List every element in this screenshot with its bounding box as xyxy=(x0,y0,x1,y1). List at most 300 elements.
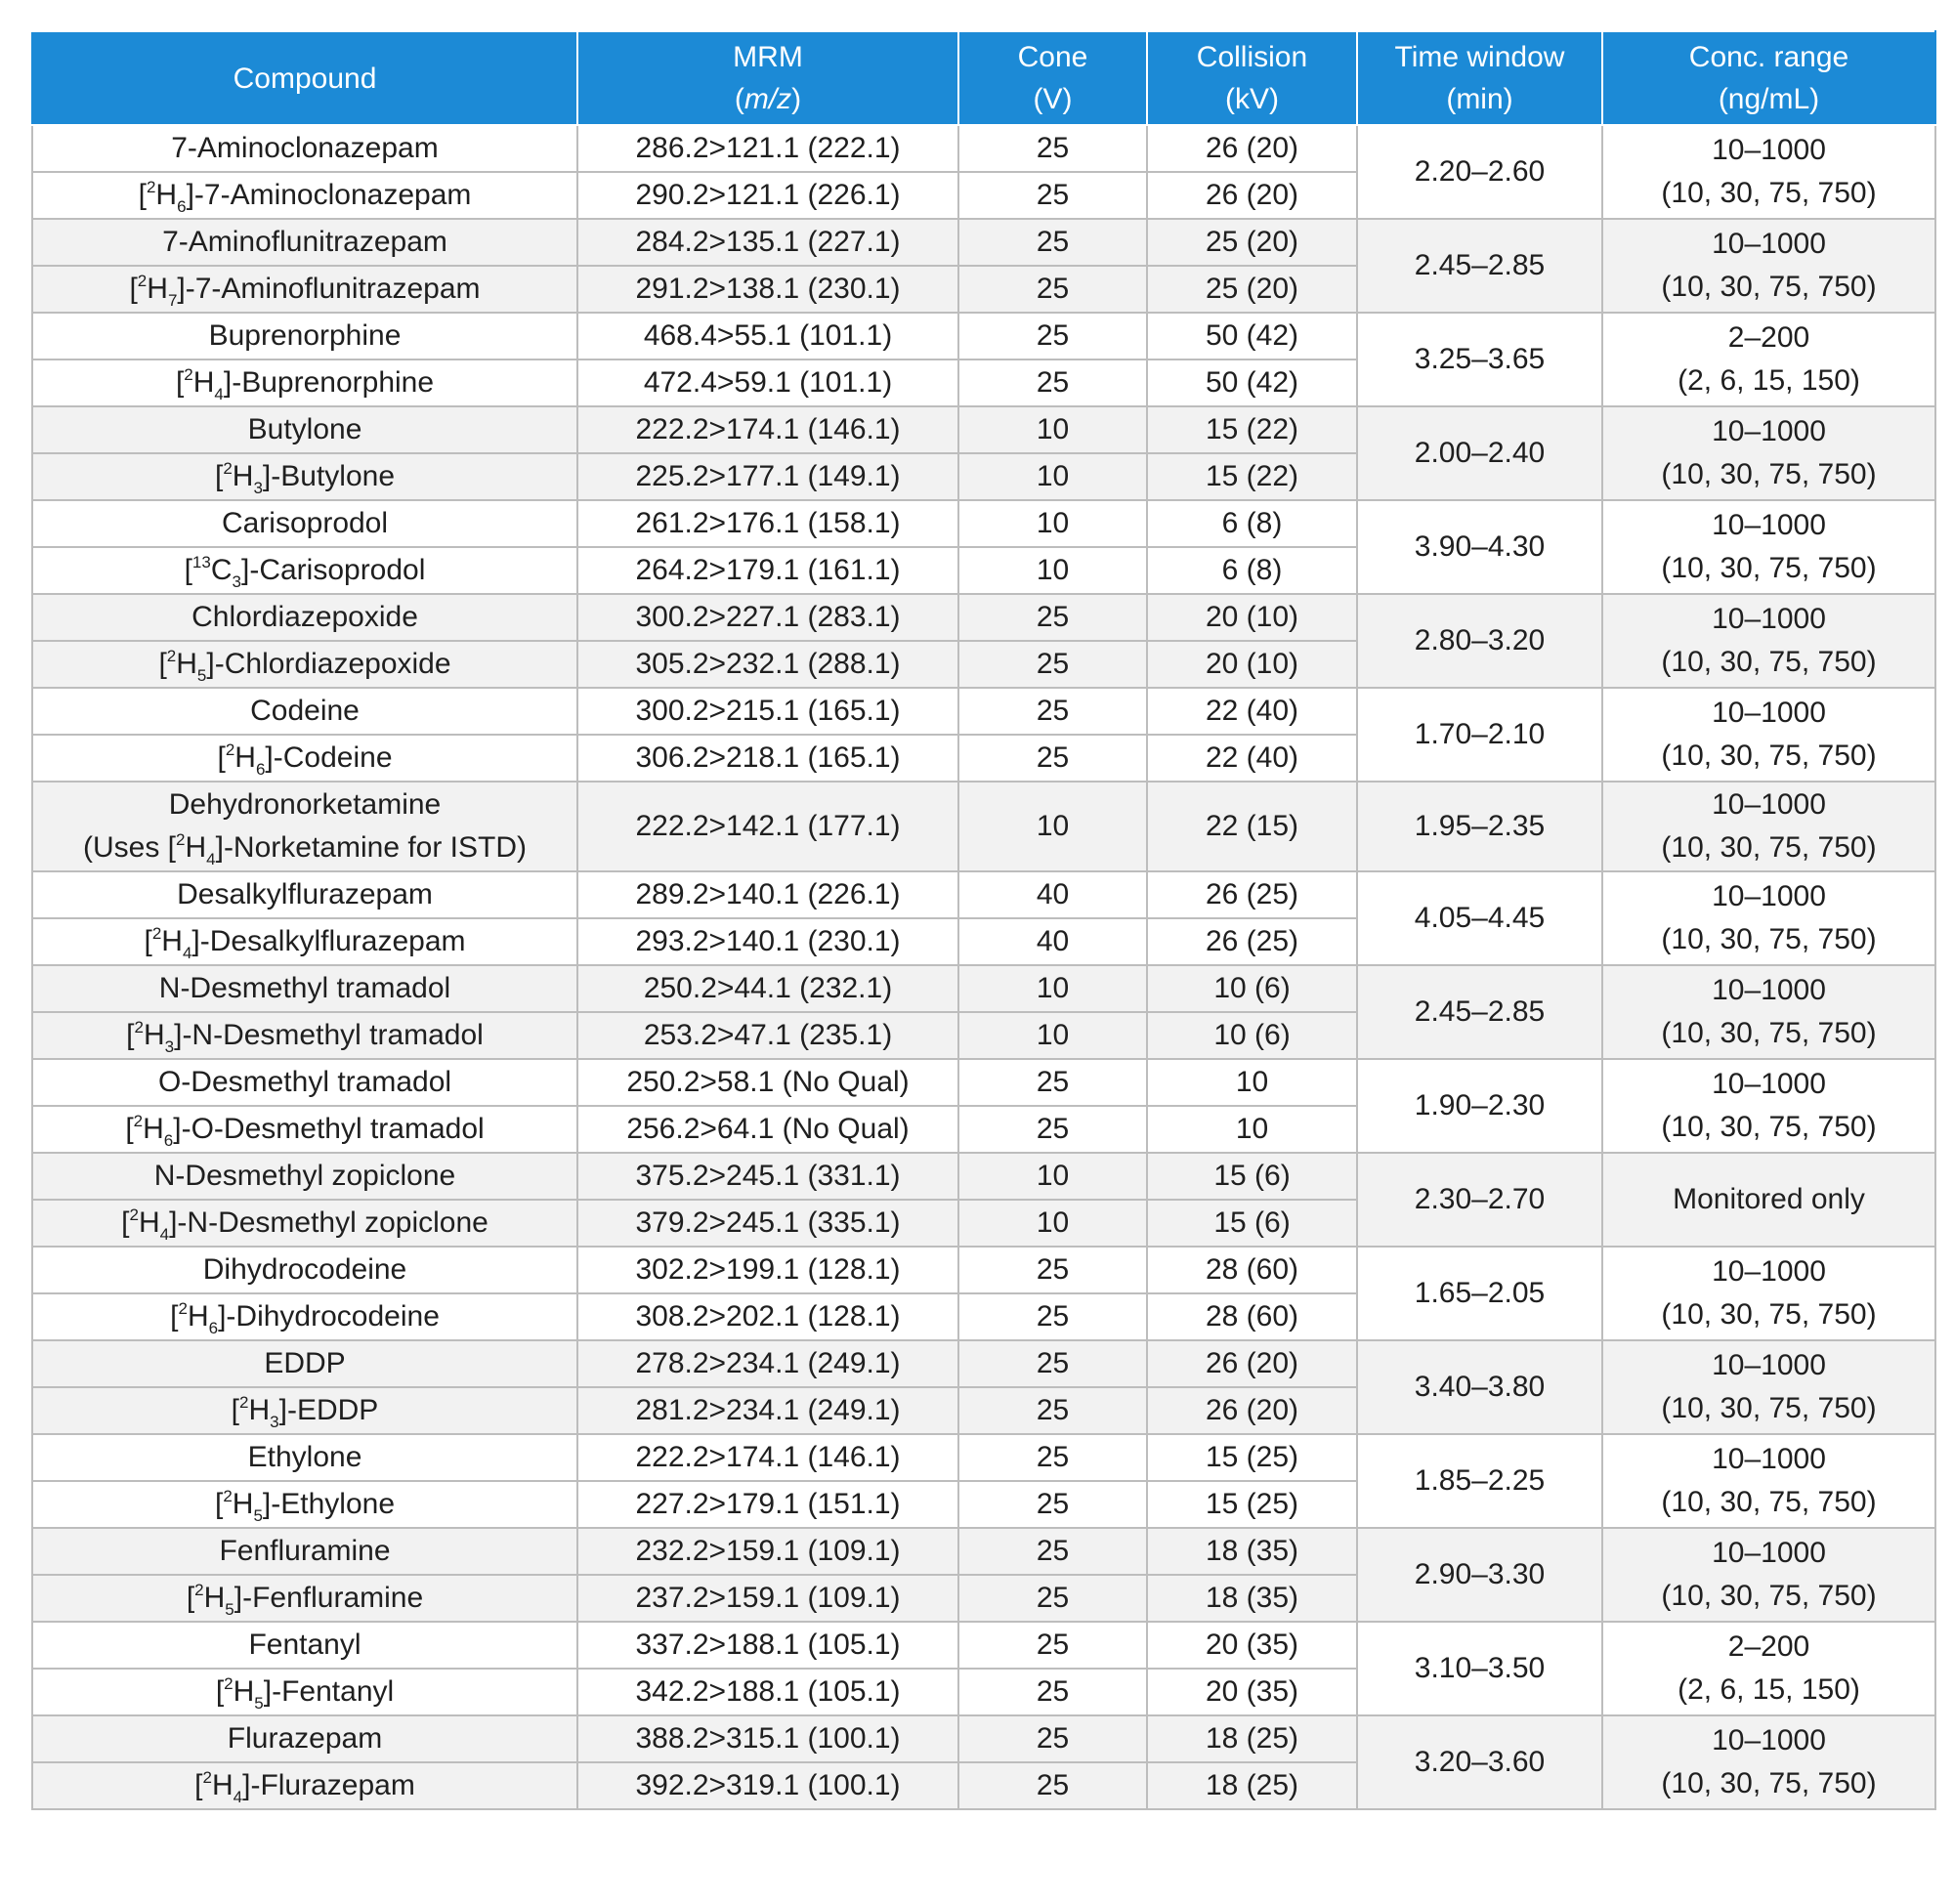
collision-cell: 15 (22) xyxy=(1147,406,1357,453)
conc-range-cell xyxy=(1602,1434,1935,1528)
mrm-cell: 289.2>140.1 (226.1) xyxy=(577,871,958,918)
conc-range-levels: (10, 30, 75, 750) xyxy=(1661,1111,1877,1143)
time-window-cell: 3.90–4.30 xyxy=(1357,500,1602,594)
conc-range-levels: (10, 30, 75, 750) xyxy=(1661,831,1877,864)
mrm-cell: 261.2>176.1 (158.1) xyxy=(577,500,958,547)
conc-range-cell xyxy=(1602,594,1935,688)
mrm-cell: 302.2>199.1 (128.1) xyxy=(577,1247,958,1293)
compound-cell xyxy=(32,1247,577,1293)
mrm-cell: 392.2>319.1 (100.1) xyxy=(577,1762,958,1809)
compound-name: Dihydrocodeine xyxy=(202,1253,407,1286)
compound-note-pre: (Uses [ xyxy=(82,831,176,864)
conc-range-cell xyxy=(1602,125,1935,219)
compound-cell xyxy=(32,1528,577,1575)
compound-name: Flurazepam xyxy=(227,1722,383,1755)
compound-name: -N-Desmethyl zopiclone xyxy=(177,1206,488,1239)
isotope-count: 3 xyxy=(270,1413,279,1431)
isotope-element: H xyxy=(232,1488,254,1520)
isotope-mass: 2 xyxy=(176,830,186,849)
table-body xyxy=(32,125,1935,1809)
cone-cell: 10 xyxy=(958,965,1147,1012)
collision-cell: 15 (6) xyxy=(1147,1200,1357,1247)
header-collision: Collision (kV) xyxy=(1147,31,1357,125)
table-container xyxy=(31,30,1934,1810)
collision-cell: 26 (25) xyxy=(1147,871,1357,918)
time-window-cell: 3.10–3.50 xyxy=(1357,1622,1602,1715)
mrm-cell: 253.2>47.1 (235.1) xyxy=(577,1012,958,1059)
cone-cell: 25 xyxy=(958,125,1147,172)
header-mrm-unit: (m/z) xyxy=(734,83,802,115)
time-window-cell: 4.05–4.45 xyxy=(1357,871,1602,965)
cone-cell: 25 xyxy=(958,1669,1147,1715)
conc-range-levels: (10, 30, 75, 750) xyxy=(1661,1486,1877,1518)
compound-note xyxy=(39,826,571,869)
isotope-element: H xyxy=(143,1019,165,1051)
collision-cell: 22 (15) xyxy=(1147,782,1357,871)
compound-cell xyxy=(32,1059,577,1106)
compound-name: Butylone xyxy=(247,413,362,445)
compound-cell xyxy=(32,500,577,547)
conc-range-levels: (10, 30, 75, 750) xyxy=(1661,552,1877,584)
conc-range-cell xyxy=(1602,313,1935,406)
mrm-cell: 227.2>179.1 (151.1) xyxy=(577,1481,958,1528)
isotope-count: 5 xyxy=(225,1600,234,1619)
mrm-cell: 291.2>138.1 (230.1) xyxy=(577,266,958,313)
collision-cell: 18 (25) xyxy=(1147,1762,1357,1809)
collision-cell: 26 (20) xyxy=(1147,1387,1357,1434)
compound-cell xyxy=(32,594,577,641)
compound-cell: $[^2H_4]$-Desalkylflurazepam xyxy=(32,918,577,965)
collision-cell: 50 (42) xyxy=(1147,360,1357,406)
isotope-element: H xyxy=(203,1582,226,1614)
cone-cell: 25 xyxy=(958,1434,1147,1481)
table-row xyxy=(32,406,1935,453)
conc-range-value: 10–1000 xyxy=(1712,1537,1826,1569)
collision-cell: 18 (35) xyxy=(1147,1528,1357,1575)
header-row xyxy=(32,31,1935,125)
cone-cell: 25 xyxy=(958,594,1147,641)
compound-cell: $[^2H_6]-O$-Desmethyl tramadol xyxy=(32,1106,577,1153)
compound-name: -Dihydrocodeine xyxy=(226,1300,440,1333)
compound-name: Codeine xyxy=(250,695,360,727)
isotope-count: 5 xyxy=(253,1506,263,1525)
conc-range-value: 2–200 xyxy=(1727,321,1810,354)
cone-cell: 10 xyxy=(958,782,1147,871)
header-time-window: Time window (min) xyxy=(1357,31,1602,125)
conc-range-cell xyxy=(1602,1622,1935,1715)
compound-cell xyxy=(32,1715,577,1762)
conc-range-levels: (10, 30, 75, 750) xyxy=(1661,1298,1877,1331)
conc-range-cell xyxy=(1602,782,1935,871)
time-window-cell: 1.65–2.05 xyxy=(1357,1247,1602,1340)
cone-cell: 25 xyxy=(958,172,1147,219)
mrm-cell: 222.2>142.1 (177.1) xyxy=(577,782,958,871)
table-row xyxy=(32,125,1935,172)
mrm-cell: 256.2>64.1 (No Qual) xyxy=(577,1106,958,1153)
cone-cell: 25 xyxy=(958,1387,1147,1434)
conc-range-cell xyxy=(1602,1153,1935,1247)
table-row xyxy=(32,782,1935,871)
compound-cell: $[^2H_5]$-Ethylone xyxy=(32,1481,577,1528)
isotope-element: H xyxy=(233,1675,255,1708)
isotope-mass: 2 xyxy=(225,740,235,759)
compound-name: -Ethylone xyxy=(271,1488,396,1520)
collision-cell: 25 (20) xyxy=(1147,266,1357,313)
conc-range-cell xyxy=(1602,965,1935,1059)
time-window-cell: 1.85–2.25 xyxy=(1357,1434,1602,1528)
cone-cell: 25 xyxy=(958,313,1147,360)
time-window-cell: 2.00–2.40 xyxy=(1357,406,1602,500)
table-row xyxy=(32,1715,1935,1762)
time-window-cell: 2.45–2.85 xyxy=(1357,219,1602,313)
compound-name: -7-Aminoflunitrazepam xyxy=(185,273,481,305)
cone-cell: 40 xyxy=(958,871,1147,918)
mrm-cell: 232.2>159.1 (109.1) xyxy=(577,1528,958,1575)
collision-cell: 28 (60) xyxy=(1147,1247,1357,1293)
mrm-cell: 468.4>55.1 (101.1) xyxy=(577,313,958,360)
cone-cell: 10 xyxy=(958,1012,1147,1059)
collision-cell: 20 (35) xyxy=(1147,1669,1357,1715)
cone-cell: 25 xyxy=(958,219,1147,266)
table-row xyxy=(32,594,1935,641)
isotope-count: 3 xyxy=(164,1037,175,1056)
time-window-cell: 3.25–3.65 xyxy=(1357,313,1602,406)
collision-cell: 15 (6) xyxy=(1147,1153,1357,1200)
table-row xyxy=(32,688,1935,735)
cone-cell: 25 xyxy=(958,1106,1147,1153)
conc-range-levels: (10, 30, 75, 750) xyxy=(1661,923,1877,955)
isotope-count: 4 xyxy=(206,850,216,868)
mrm-cell: 337.2>188.1 (105.1) xyxy=(577,1622,958,1669)
cone-cell: 10 xyxy=(958,406,1147,453)
compound-name: Chlordiazepoxide xyxy=(191,601,418,633)
table-row xyxy=(32,871,1935,918)
table-row xyxy=(32,500,1935,547)
collision-cell: 26 (20) xyxy=(1147,125,1357,172)
table-row xyxy=(32,1247,1935,1293)
time-window-cell: 1.90–2.30 xyxy=(1357,1059,1602,1153)
collision-cell: 10 xyxy=(1147,1106,1357,1153)
collision-cell: 15 (25) xyxy=(1147,1434,1357,1481)
cone-cell: 40 xyxy=(958,918,1147,965)
time-window-cell: 1.95–2.35 xyxy=(1357,782,1602,871)
isotope-element: H xyxy=(192,366,215,399)
compound-cell: $[^2H_3]$-EDDP xyxy=(32,1387,577,1434)
conc-range-value: 10–1000 xyxy=(1712,1255,1826,1288)
compound-cell: $[^2H_7]-7$-Aminoflunitrazepam xyxy=(32,266,577,313)
compound-name: Buprenorphine xyxy=(208,319,402,352)
isotope-element: H xyxy=(147,273,168,305)
compound-cell xyxy=(32,688,577,735)
compound-cell xyxy=(32,406,577,453)
isotope-mass: 2 xyxy=(146,178,156,196)
mrm-cell: 237.2>159.1 (109.1) xyxy=(577,1575,958,1622)
compound-name: -Desalkylflurazepam xyxy=(199,925,466,957)
isotope-element: H xyxy=(143,1113,164,1145)
conc-range-value: 10–1000 xyxy=(1712,974,1826,1006)
compound-cell: $[^2H_5]$-Fentanyl xyxy=(32,1669,577,1715)
compound-cell xyxy=(32,1340,577,1387)
conc-range-levels: (10, 30, 75, 750) xyxy=(1661,646,1877,678)
compound-cell xyxy=(32,313,577,360)
mrm-cell: 225.2>177.1 (149.1) xyxy=(577,453,958,500)
table-row xyxy=(32,219,1935,266)
cone-cell: 10 xyxy=(958,500,1147,547)
isotope-mass: 2 xyxy=(224,1674,234,1693)
mrm-cell: 222.2>174.1 (146.1) xyxy=(577,1434,958,1481)
cone-cell: 25 xyxy=(958,1622,1147,1669)
compound-cell: $[^2H_3]$-Butylone xyxy=(32,453,577,500)
compound-note-post: ]-Norketamine for ISTD) xyxy=(215,831,528,864)
compound-name: -N-Desmethyl tramadol xyxy=(182,1019,484,1051)
mrm-cell: 305.2>232.1 (288.1) xyxy=(577,641,958,688)
conc-range-value: 10–1000 xyxy=(1712,509,1826,541)
compound-cell: $[^{13}C_3]$-Carisoprodol xyxy=(32,547,577,594)
mrm-cell: 342.2>188.1 (105.1) xyxy=(577,1669,958,1715)
time-window-cell: 2.30–2.70 xyxy=(1357,1153,1602,1247)
collision-cell: 28 (60) xyxy=(1147,1293,1357,1340)
conc-range-value: 10–1000 xyxy=(1712,1443,1826,1475)
cone-cell: 25 xyxy=(958,641,1147,688)
isotope-count: 6 xyxy=(163,1131,174,1150)
conc-range-value: 10–1000 xyxy=(1712,603,1826,635)
compound-cell: $[^2H_6]$-Codeine xyxy=(32,735,577,782)
compound-name: N-Desmethyl zopiclone xyxy=(153,1160,456,1192)
isotope-count: 6 xyxy=(177,197,187,216)
isotope-count: 4 xyxy=(214,385,224,403)
cone-cell: 25 xyxy=(958,1481,1147,1528)
compound-cell: $[^2H_5]$-Chlordiazepoxide xyxy=(32,641,577,688)
collision-cell: 10 (6) xyxy=(1147,1012,1357,1059)
collision-cell: 10 xyxy=(1147,1059,1357,1106)
conc-range-levels: (10, 30, 75, 750) xyxy=(1661,458,1877,490)
isotope-mass: 2 xyxy=(194,1581,204,1599)
collision-cell: 15 (22) xyxy=(1147,453,1357,500)
conc-range-value: 10–1000 xyxy=(1712,415,1826,447)
compound-name: 7-Aminoflunitrazepam xyxy=(162,226,447,258)
cone-cell: 25 xyxy=(958,1247,1147,1293)
header-compound: Compound xyxy=(32,31,577,125)
header-conc-range: Conc. range (ng/mL) xyxy=(1602,31,1935,125)
conc-range-levels: (10, 30, 75, 750) xyxy=(1661,1767,1877,1799)
conc-range-cell xyxy=(1602,406,1935,500)
compound-name: 7-Aminoclonazepam xyxy=(171,132,439,164)
mrm-cell: 284.2>135.1 (227.1) xyxy=(577,219,958,266)
isotope-element: H xyxy=(176,648,197,680)
mrm-cell: 300.2>227.1 (283.1) xyxy=(577,594,958,641)
table-row xyxy=(32,1622,1935,1669)
table-row xyxy=(32,1059,1935,1106)
compound-name: Dehydronorketamine xyxy=(168,788,442,821)
compound-name: -Fenfluramine xyxy=(242,1582,424,1614)
time-window-cell: 3.40–3.80 xyxy=(1357,1340,1602,1434)
conc-range-cell xyxy=(1602,688,1935,782)
cone-cell: 25 xyxy=(958,735,1147,782)
conc-range-levels: (10, 30, 75, 750) xyxy=(1661,177,1877,209)
mrm-cell: 300.2>215.1 (165.1) xyxy=(577,688,958,735)
conc-range-cell xyxy=(1602,1247,1935,1340)
conc-range-value: 10–1000 xyxy=(1712,1068,1826,1100)
isotope-element: H xyxy=(185,831,207,864)
mrm-cell: 472.4>59.1 (101.1) xyxy=(577,360,958,406)
compound-cell xyxy=(32,871,577,918)
conc-range-levels: (10, 30, 75, 750) xyxy=(1661,1392,1877,1424)
mrm-parameters-table xyxy=(31,30,1936,1810)
compound-name: -Carisoprodol xyxy=(249,554,426,586)
cone-cell: 25 xyxy=(958,266,1147,313)
compound-name: -Fentanyl xyxy=(272,1675,395,1708)
time-window-cell: 2.20–2.60 xyxy=(1357,125,1602,219)
conc-range-value: 10–1000 xyxy=(1712,1724,1826,1756)
mrm-cell: 278.2>234.1 (249.1) xyxy=(577,1340,958,1387)
isotope-count: 3 xyxy=(253,479,263,497)
compound-cell xyxy=(32,965,577,1012)
compound-cell: $[^2H_4]$-Flurazepam xyxy=(32,1762,577,1809)
isotope-element: H xyxy=(248,1394,271,1426)
cone-cell: 25 xyxy=(958,360,1147,406)
isotope-count: 4 xyxy=(182,944,192,962)
collision-cell: 26 (20) xyxy=(1147,1340,1357,1387)
mrm-cell: 290.2>121.1 (226.1) xyxy=(577,172,958,219)
compound-name: -EDDP xyxy=(286,1394,379,1426)
isotope-element: H xyxy=(211,1769,234,1801)
cone-cell: 25 xyxy=(958,1293,1147,1340)
compound-cell xyxy=(32,1622,577,1669)
compound-name: O-Desmethyl tramadol xyxy=(157,1066,452,1098)
time-window-cell: 2.45–2.85 xyxy=(1357,965,1602,1059)
compound-cell xyxy=(32,125,577,172)
header-cone: Cone (V) xyxy=(958,31,1147,125)
compound-name: -O-Desmethyl tramadol xyxy=(181,1113,485,1145)
isotope-mass: 2 xyxy=(129,1206,139,1224)
cone-cell: 25 xyxy=(958,1575,1147,1622)
conc-range-levels: (10, 30, 75, 750) xyxy=(1661,1580,1877,1612)
conc-range-levels: (2, 6, 15, 150) xyxy=(1678,364,1860,397)
compound-cell: $[^2H_3]-N$-Desmethyl tramadol xyxy=(32,1012,577,1059)
isotope-mass: 2 xyxy=(137,272,148,290)
collision-cell: 6 (8) xyxy=(1147,547,1357,594)
isotope-element: H xyxy=(234,741,256,774)
conc-range-cell xyxy=(1602,219,1935,313)
table-row xyxy=(32,313,1935,360)
compound-name: Desalkylflurazepam xyxy=(177,878,433,910)
isotope-element: H xyxy=(232,460,254,492)
table-row xyxy=(32,965,1935,1012)
table-row xyxy=(32,1153,1935,1200)
table-row xyxy=(32,1528,1935,1575)
conc-range-cell xyxy=(1602,500,1935,594)
conc-range-levels: (10, 30, 75, 750) xyxy=(1661,271,1877,303)
conc-range-cell xyxy=(1602,1715,1935,1809)
compound-cell xyxy=(32,219,577,266)
isotope-mass: 2 xyxy=(223,1487,233,1505)
isotope-mass: 2 xyxy=(151,924,162,943)
mrm-cell: 379.2>245.1 (335.1) xyxy=(577,1200,958,1247)
conc-range-value: 10–1000 xyxy=(1712,880,1826,912)
isotope-mass: 2 xyxy=(223,459,233,478)
conc-range-value: 10–1000 xyxy=(1712,134,1826,166)
compound-cell: $[^2H_5]$-Fenfluramine xyxy=(32,1575,577,1622)
time-window-cell: 2.90–3.30 xyxy=(1357,1528,1602,1622)
isotope-mass: 13 xyxy=(191,553,211,571)
compound-name: -Buprenorphine xyxy=(232,366,435,399)
compound-cell: $[^2H_6]$-Dihydrocodeine xyxy=(32,1293,577,1340)
isotope-element: H xyxy=(155,179,178,211)
compound-name: -Butylone xyxy=(271,460,396,492)
collision-cell: 15 (25) xyxy=(1147,1481,1357,1528)
cone-cell: 25 xyxy=(958,1059,1147,1106)
isotope-mass: 2 xyxy=(202,1768,212,1787)
compound-cell xyxy=(32,1434,577,1481)
table-row xyxy=(32,1340,1935,1387)
conc-range-value: 10–1000 xyxy=(1712,788,1826,821)
collision-cell: 26 (20) xyxy=(1147,172,1357,219)
isotope-element: H xyxy=(138,1206,160,1239)
compound-name: Fenfluramine xyxy=(219,1535,391,1567)
compound-name: Carisoprodol xyxy=(221,507,389,539)
table-row xyxy=(32,1434,1935,1481)
conc-range-value: 10–1000 xyxy=(1712,697,1826,729)
conc-range-cell xyxy=(1602,871,1935,965)
compound-name: Ethylone xyxy=(247,1441,362,1473)
collision-cell: 20 (35) xyxy=(1147,1622,1357,1669)
isotope-element: C xyxy=(210,554,233,586)
time-window-cell: 1.70–2.10 xyxy=(1357,688,1602,782)
conc-range-value: 10–1000 xyxy=(1712,228,1826,260)
cone-cell: 25 xyxy=(958,1715,1147,1762)
time-window-cell: 2.80–3.20 xyxy=(1357,594,1602,688)
collision-cell: 18 (35) xyxy=(1147,1575,1357,1622)
collision-cell: 20 (10) xyxy=(1147,594,1357,641)
cone-cell: 25 xyxy=(958,688,1147,735)
isotope-mass: 2 xyxy=(178,1299,188,1318)
cone-cell: 10 xyxy=(958,547,1147,594)
mrm-cell: 286.2>121.1 (222.1) xyxy=(577,125,958,172)
mrm-cell: 250.2>44.1 (232.1) xyxy=(577,965,958,1012)
collision-cell: 18 (25) xyxy=(1147,1715,1357,1762)
compound-name: -Flurazepam xyxy=(250,1769,415,1801)
conc-range-levels: (10, 30, 75, 750) xyxy=(1661,1017,1877,1049)
compound-cell: $[^2H_6]-7$-Aminoclonazepam xyxy=(32,172,577,219)
mrm-cell: 281.2>234.1 (249.1) xyxy=(577,1387,958,1434)
cone-cell: 10 xyxy=(958,453,1147,500)
isotope-count: 4 xyxy=(159,1225,170,1244)
collision-cell: 22 (40) xyxy=(1147,688,1357,735)
isotope-element: H xyxy=(187,1300,209,1333)
compound-name: -Codeine xyxy=(273,741,393,774)
compound-cell xyxy=(32,782,577,871)
compound-cell: $[^2H_4]$-Buprenorphine xyxy=(32,360,577,406)
isotope-count: 6 xyxy=(208,1319,219,1337)
collision-cell: 26 (25) xyxy=(1147,918,1357,965)
mrm-cell: 306.2>218.1 (165.1) xyxy=(577,735,958,782)
conc-range-value: 10–1000 xyxy=(1712,1349,1826,1381)
isotope-count: 5 xyxy=(254,1694,264,1713)
mrm-cell: 264.2>179.1 (161.1) xyxy=(577,547,958,594)
mrm-cell: 388.2>315.1 (100.1) xyxy=(577,1715,958,1762)
isotope-mass: 2 xyxy=(166,647,177,665)
collision-cell: 10 (6) xyxy=(1147,965,1357,1012)
isotope-element: H xyxy=(161,925,183,957)
compound-cell: $[^2H_4]-N$-Desmethyl zopiclone xyxy=(32,1200,577,1247)
mrm-cell: 308.2>202.1 (128.1) xyxy=(577,1293,958,1340)
isotope-count: 7 xyxy=(167,291,178,310)
cone-cell: 25 xyxy=(958,1762,1147,1809)
header-mrm: MRM (m/z) xyxy=(577,31,958,125)
mrm-cell: 222.2>174.1 (146.1) xyxy=(577,406,958,453)
compound-cell xyxy=(32,1153,577,1200)
mrm-cell: 293.2>140.1 (230.1) xyxy=(577,918,958,965)
